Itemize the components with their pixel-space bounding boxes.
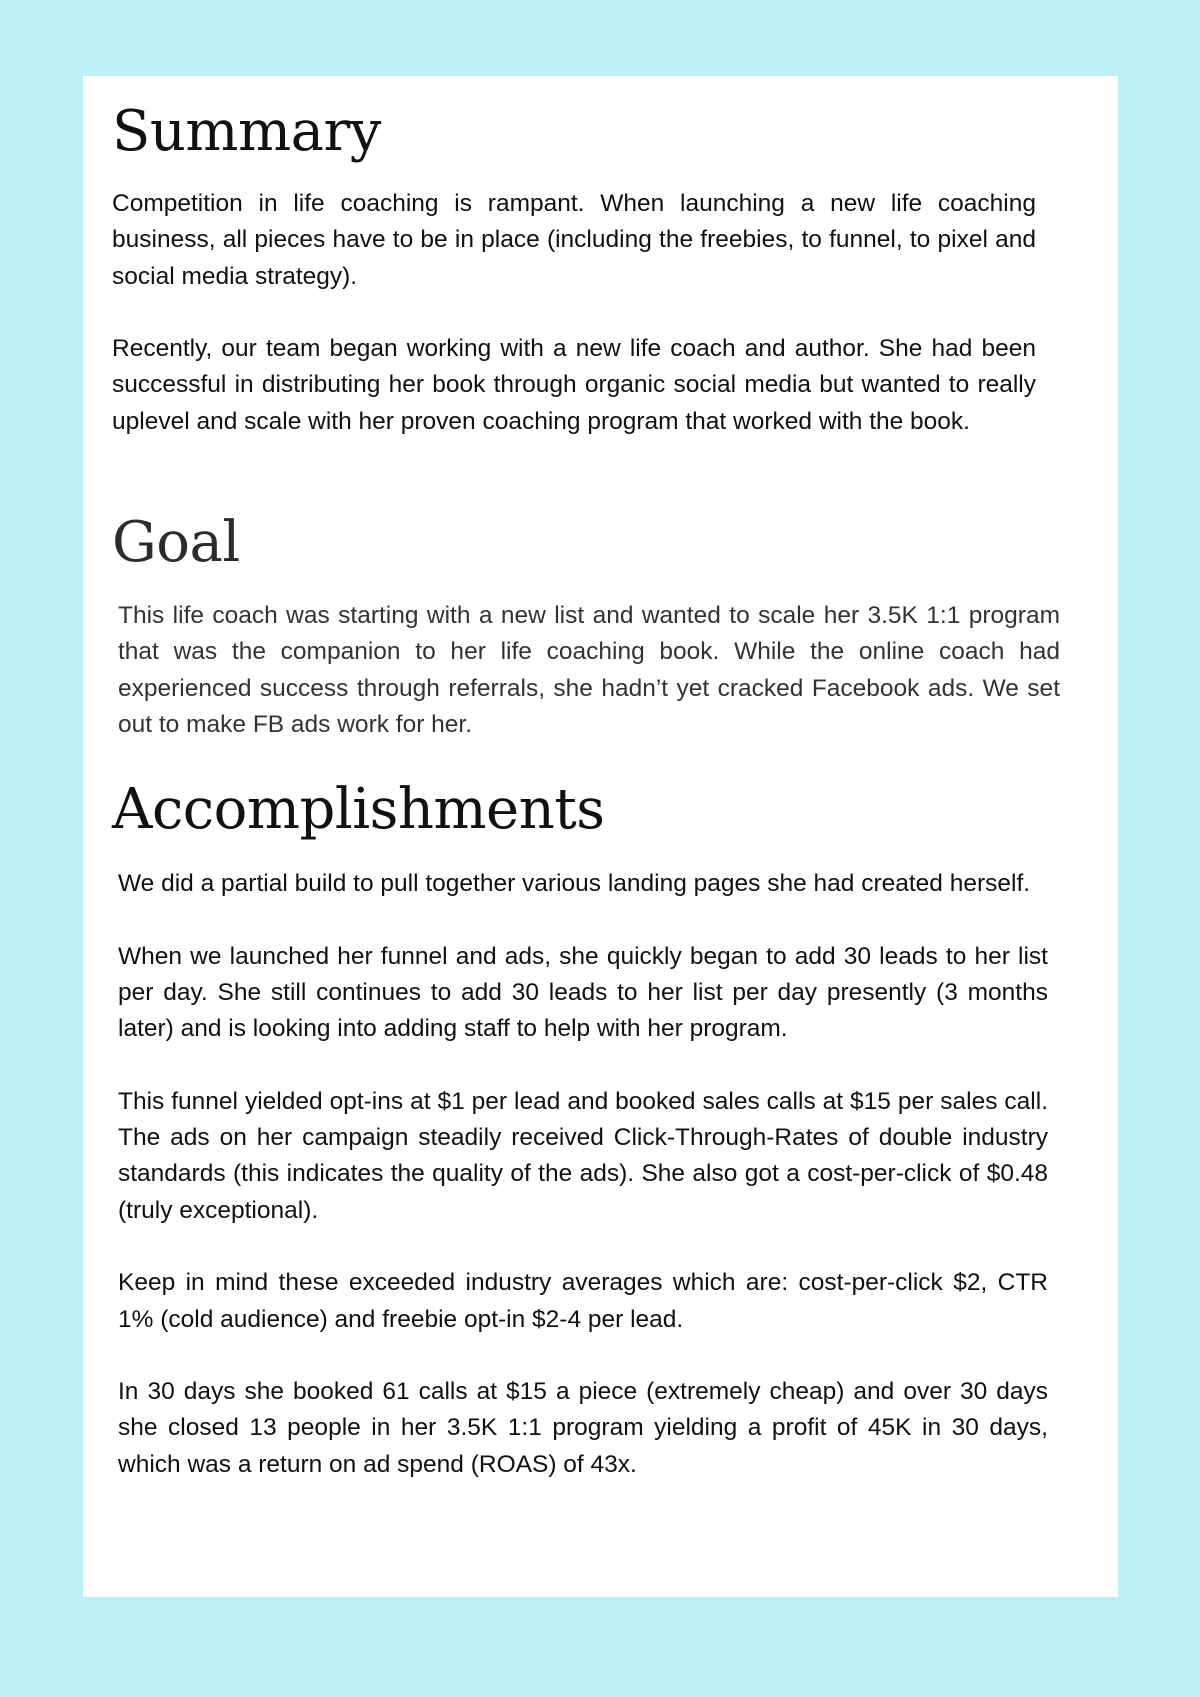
goal-heading: Goal [112, 510, 240, 575]
accomplishments-paragraph: This funnel yielded opt-ins at $1 per lead and booked sales calls at $15 per sales call. The ads on her campaign steadily received Click-Through-Rates of double industry standards (this indicates the quality of the ads). She also got a cost-per-click of $0.48 (truly exceptional). [118, 1087, 1048, 1224]
goal-paragraph: This life coach was starting with a new list and wanted to scale her 3.5K 1:1 program that was the companion to her life coaching book. While the online coach had experienced success through referrals, she hadn’t yet cracked Facebook ads. We set out to make FB ads work for her. [118, 602, 1060, 738]
summary-body [112, 186, 1036, 440]
summary-paragraph: Competition in life coaching is rampant. When launching a new life coaching business, all pieces have to be in place (including the freebies, to funnel, to pixel and social media strategy). [112, 190, 1036, 290]
accomplishments-heading: Accomplishments [112, 777, 605, 842]
goal-body [118, 598, 1060, 743]
accomplishments-paragraph: When we launched her funnel and ads, she quickly began to add 30 leads to her list per day. She still continues to add 30 leads to her list per day presently (3 months later) and is looking into adding staff to help with her program. [118, 942, 1048, 1043]
accomplishments-body [118, 866, 1048, 1483]
summary-heading: Summary [112, 99, 381, 164]
accomplishments-paragraph: In 30 days she booked 61 calls at $15 a piece (extremely cheap) and over 30 days she closed 13 people in her 3.5K 1:1 program yielding a profit of 45K in 30 days, which was a return on ad spend (ROAS) of 43x. [118, 1378, 1048, 1478]
accomplishments-paragraph: Keep in mind these exceeded industry averages which are: cost-per-click $2, CTR 1% (cold audience) and freebie opt-in $2-4 per lead. [118, 1269, 1048, 1333]
document-card [83, 76, 1118, 1597]
summary-paragraph: Recently, our team began working with a new life coach and author. She had been successful in distributing her book through organic social media but wanted to really uplevel and scale with her proven coaching program that worked with the book. [112, 335, 1036, 435]
accomplishments-paragraph: We did a partial build to pull together various landing pages she had created herself. [118, 870, 1031, 897]
